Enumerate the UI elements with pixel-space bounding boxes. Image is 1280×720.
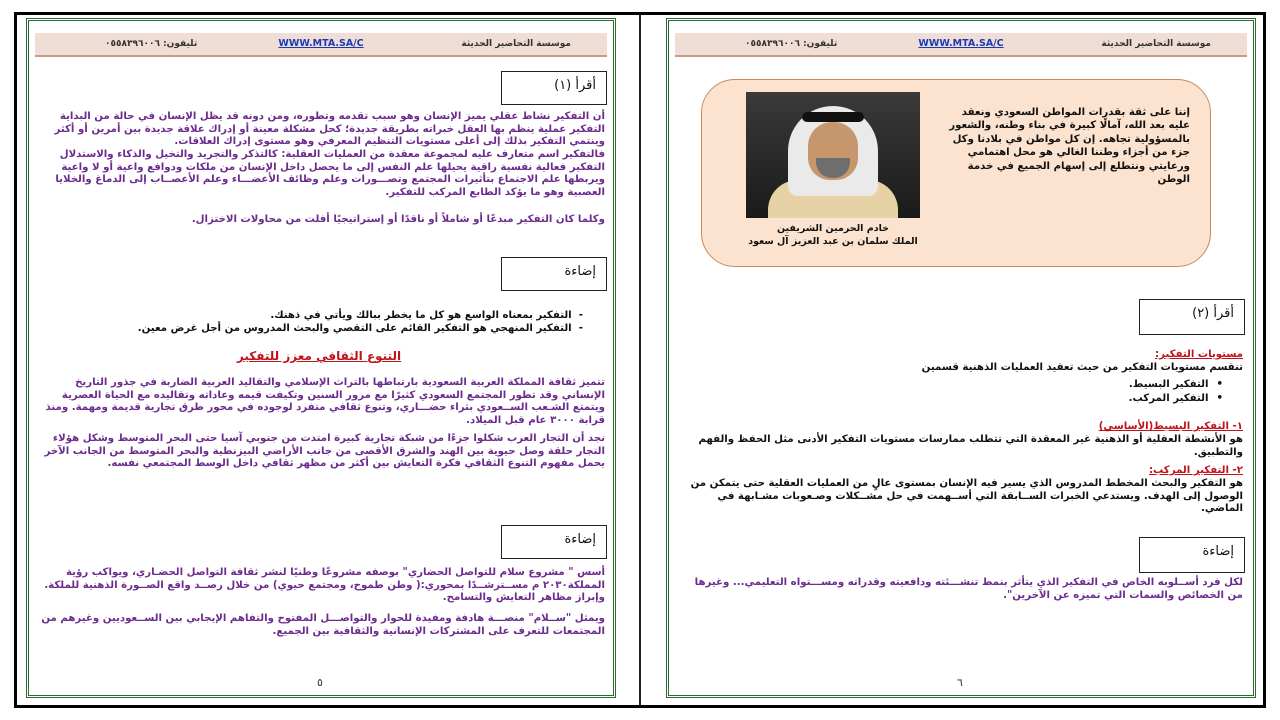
read-box-2-label: أقرأ (٢): [1192, 306, 1234, 321]
left-paragraph-1: أن التفكير نشاط عقلي يميز الإنسان وهو سبب تقدمه وتطوره، ومن دونه قد يظل الإنسان في حالة من البداية التفكير عملية ينظم بها العقل خبراته بطريقة جديدة؛ كحل مشكلة معينة أو إدراك علاقة جديدة بين أمرين أو أكثر وينتمي التفكير بذلك إلى أعلى مستويات التنظيم المعرفي وهو مستوى إدراك العلاقات.: [54, 111, 605, 148]
caption-title: خادم الحرمين الشريفين: [777, 223, 889, 234]
portrait-caption: [742, 222, 924, 248]
highlight-box-2: [501, 525, 607, 559]
left-paragraph-4: تتميز ثقافة المملكة العربية السعودية بارتباطها بالتراث الإسلامي والتقاليد العربية الضاربة في جذور التاريخ الإنساني وقد تطور المجتمع السعودي كثيرًا مع مرور السنين وتكيفت قيمه وعاداته وتقاليده مع الحياة العصرية ويتمتع الشـعب الســعودي بثراء حضـــاري، وتنوع ثقافي متفرد لوجوده في محور طرق تجارية قديمة ومهمة. ومنذ قرابة ٣٠٠٠ عام قبل الميلاد.: [45, 377, 605, 426]
highlight-box-3: [1139, 537, 1245, 573]
right-page-number: ٦: [957, 676, 963, 689]
header-phone: تليفون: ٠٥٥٨٣٩٦٠٠٦: [745, 39, 838, 49]
right-page: [666, 18, 1256, 698]
king-quote: إننا على ثقة بقدرات المواطن السعودي ونعقد عليه بعد الله، آمالًا كبيرة في بناء وطنه، والشعور بالمسؤولية تجاهه. إن كل مواطن في بلادنا وكل جزء من أجزاء وطننا الغالي هو محل اهتمامي ورعايتي ونتطلع إلى إسهام الجميع في خدمة الوطن: [949, 107, 1190, 186]
page-divider: [639, 14, 641, 706]
highlight-box-1-label: إضاءة: [564, 264, 596, 279]
left-page: [26, 18, 616, 698]
read-box-2: [1139, 299, 1245, 335]
left-page-number: ٥: [317, 676, 323, 689]
header-org: موسسة التحاضير الحديثة: [1101, 39, 1211, 49]
highlight-box-1: [501, 257, 607, 291]
complex-thinking-text: هو التفكير والبحث المخطط المدروس الذي يسير فيه الإنسان بمستوى عالٍ من العمليات العقلية حتى يتمكن من الوصول إلى الهدف. ويستدعي الخبرات الســابقة التي أســهمت في حل مشــكلات وصـعوبات مشـابهة في الماضي.: [690, 478, 1243, 515]
dash-icon: -: [571, 323, 583, 334]
king-portrait: [746, 92, 920, 218]
header-site-link[interactable]: WWW.MTA.SA/C: [918, 38, 1004, 49]
left-bullet-1: [63, 309, 583, 322]
header-phone: تليفون: ٠٥٥٨٣٩٦٠٠٦: [105, 39, 198, 49]
left-paragraph-2: فالتفكير اسم متعارف عليه لمجموعة معقدة من العمليات العقلية: كالتذكر والتجريد والتخيل والذكاء والاستدلال التفكير فعالية نفسية راقية يحيلها علم النفس إلى ما يحصل داخل الإنسان من ملكات ودوافع واعية أو لا واعية ويربطها علم الاجتماع بتأثيرات المجتمع وتصـــورات وعلم وظائف الأعضـــاء وعلم الأعصــاب إلى الدماغ والخلايا العصبية وهو ما يؤكد الطابع المركب للتفكير.: [55, 149, 605, 198]
king-quote-card: [701, 79, 1211, 267]
read-box-1-label: أقرأ (١): [554, 78, 596, 93]
dash-icon: -: [571, 310, 583, 321]
level-item-1: • التفكير البسيط.: [923, 378, 1223, 391]
header-site-link[interactable]: WWW.MTA.SA/C: [278, 38, 364, 49]
left-paragraph-5: نجد أن التجار العرب شكلوا جزءًا من شبكة تجارية كبيرة امتدت من جنوبي آسيا حتى البحر المتوسط وشكل هؤلاء التجار حلقة وصل حيوية بين الهند والشرق الأقصى من جانب الأراضي البيزنطية والبحر المتوسط من الجانب الآخر يحمل مفهوم التنوع الثقافي فكرة التعايش بين أكثر من مظهر ثقافي داخل الوسط المجتمعي نفسه.: [44, 433, 605, 470]
caption-name: الملك سلمان بن عبد العزيز آل سعود: [748, 236, 918, 247]
left-paragraph-3: وكلما كان التفكير مبدعًا أو شاملاً أو ناقدًا أو إستراتيجيًا أفلت من محاولات الاختزال.: [191, 214, 605, 225]
highlight-box-3-label: إضاءة: [1202, 544, 1234, 559]
left-bullet-2: [63, 322, 583, 335]
header-org: موسسة التحاضير الحديثة: [461, 39, 571, 49]
complex-thinking-heading: ٢- التفكير المركب:: [1148, 465, 1243, 476]
right-paragraph-3: لكل فرد أســلوبه الخاص في التفكير الذي يتأثر بنمط تنشـــئته ودافعيته وقدراته ومســـتواه التعليمي... وغيرها من الخصائص والسمات التي تميزه عن الآخرين".: [694, 577, 1243, 601]
read-box-1: [501, 71, 607, 105]
highlight-box-2-label: إضاءة: [564, 532, 596, 547]
left-paragraph-7: ويمثل "ســلام" منصـــة هادفة ومفيدة للحوار والتواصـــل المفتوح والتفاهم الإيجابي بين الســعوديين وغيرهم من المجتمعات للتعرف على المشتركات الإنسانية والثقافية بين الجميع.: [41, 613, 605, 637]
left-bullet-2-text: التفكير المنهجي هو التفكير القائم على التقصي والبحث المدروس من أجل غرض معين.: [137, 323, 572, 334]
cultural-diversity-title: التنوع الثقافي معزز للتفكير: [236, 349, 402, 363]
left-header: [35, 33, 607, 57]
levels-intro: تنقسم مستويات التفكير من حيث تعقيد العمليات الذهنية قسمين: [921, 362, 1243, 373]
simple-thinking-text: هو الأنشطة العقلية أو الذهنية غير المعقدة التي تتطلب ممارسات مستويات التفكير الأدنى مثل الحفظ والفهم والتطبيق.: [698, 434, 1243, 458]
left-paragraph-6: أسس " مشروع سلام للتواصل الحضاري" بوصفه مشروعًا وطنيًا لنشر ثقافة التواصل الحضـاري، ويواكب رؤية المملكة٢٠٣٠ م مســترشــدًا بمحوري:( وطن طموح، ومجتمع حيوي) من خلال رصــد واقع الصــورة الذهنية للملكة. وإبراز مظاهر التعايش والتسامح.: [44, 567, 605, 604]
portrait-agal: [802, 112, 864, 122]
level-item-2: • التفكير المركب.: [923, 392, 1223, 405]
levels-title: مستويات التفكير:: [1155, 349, 1243, 360]
right-header: [675, 33, 1247, 57]
left-bullet-1-text: التفكير بمعناه الواسع هو كل ما يخطر ببالك ويأتي في ذهنك.: [270, 310, 572, 321]
simple-thinking-heading: ١- التفكير البسيط(الأساسي): [1098, 421, 1243, 432]
